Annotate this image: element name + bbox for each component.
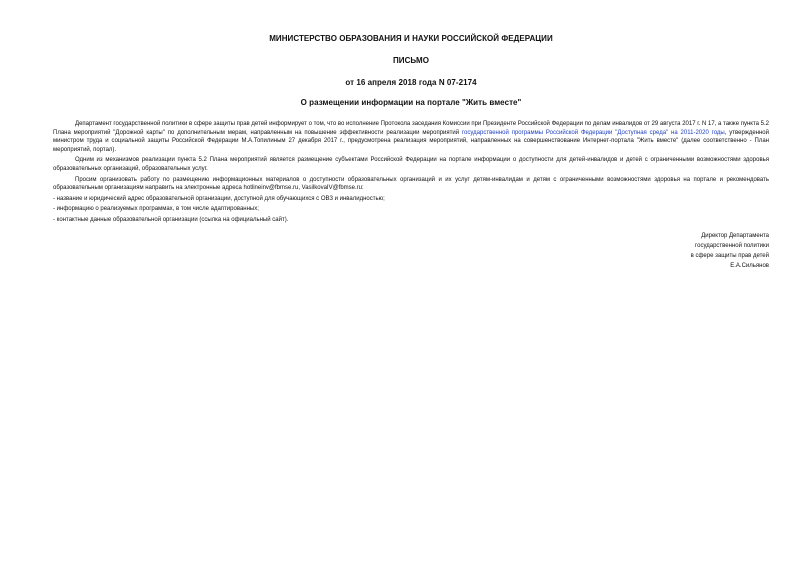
- signature-line-3: в сфере защиты прав детей: [690, 252, 769, 259]
- paragraph-3: Просим организовать работу по размещению информационных материалов о доступности образовательных организаций и их услуг детям-инвалидам и детям с ограниченными возможностями здоровья на портале и рекомендовать образовательным организациям направить на электронные адреса hotlineinv@fbmse.ru, VasilkovaIV@fbmse.ru:: [53, 176, 769, 192]
- document-date-number: от 16 апреля 2018 года N 07-2174: [345, 78, 477, 87]
- list-item: - название и юридический адрес образовательной организации, доступной для обучающихся с ОВЗ и инвалидностью;: [53, 195, 385, 202]
- list-item: - контактные данные образовательной организации (ссылка на официальный сайт).: [53, 216, 289, 223]
- document-title: О размещении информации на портале "Жить вместе": [300, 98, 522, 107]
- paragraph-1-end: , утвержденной министром труда и социальной защиты Российской Федерации М.А.Топилиным 27 декабря 2017 г., предусмотрена реализация мероприятий, направленных на совершенствование Интернет-портала "Жить вместе" (далее соответственно - План мероприятий, портал).: [53, 129, 769, 153]
- list-item: - информацию о реализуемых программах, в том числе адаптированных;: [53, 206, 259, 213]
- signature-line-2: государственной политики: [695, 242, 769, 249]
- paragraph-1-start: Департамент государственной политики в сфере защиты прав детей информирует о том, что во исполнение Протокола заседания Комиссии при Президенте Российской Федерации по делам инвалидов от 29 августа 2017 г. N 17, а также пункта 5.2 Плана мероприятий "Дорожной карты" по дополнительным мерам, направленным на повышение эффективности реализации мероприятий: [53, 121, 769, 136]
- document-page: [53, 34, 769, 271]
- signature-block: [53, 231, 769, 271]
- paragraph-2: Одним из механизмов реализации пункта 5.2 Плана мероприятий является размещение субъектами Российской Федерации на портале информации о доступности для детей-инвалидов и детей с ограниченными возможностями здоровья образовательных организаций, образовательных услуг.: [53, 157, 769, 172]
- program-link[interactable]: государственной программы Российской Федерации "Доступная среда" на 2011-2020 годы: [461, 129, 725, 136]
- document-body: [53, 120, 769, 225]
- signature-line-1: Директор Департамента: [701, 232, 769, 239]
- ministry-heading: МИНИСТЕРСТВО ОБРАЗОВАНИЯ И НАУКИ РОССИЙСКОЙ ФЕДЕРАЦИИ: [269, 34, 553, 43]
- paragraph-1: [53, 120, 769, 154]
- document-type: ПИСЬМО: [392, 56, 429, 65]
- signatory-name: Е.А.Сильянов: [730, 262, 769, 269]
